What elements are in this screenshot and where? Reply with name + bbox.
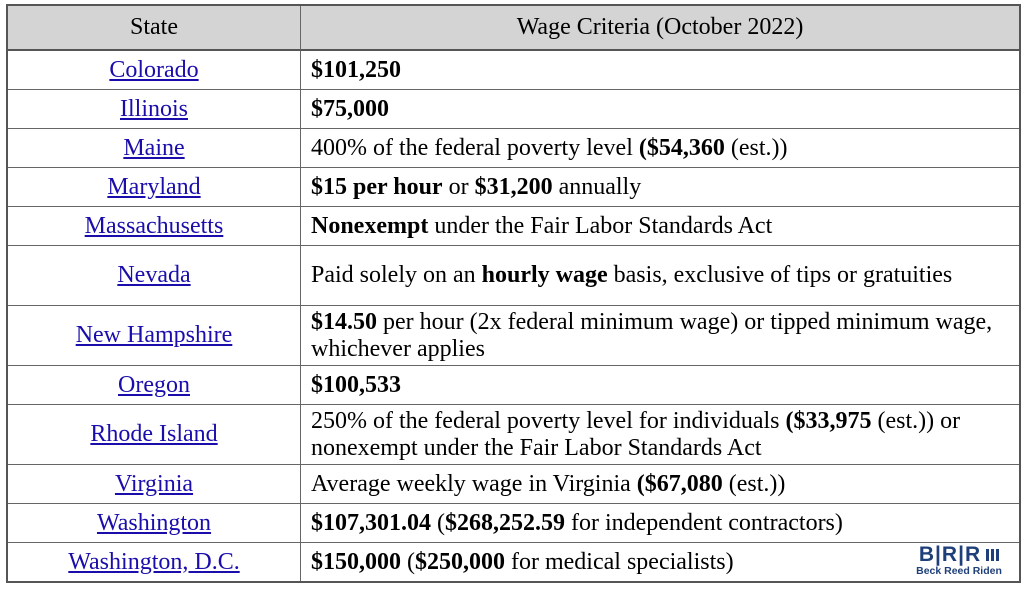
wage-criteria-cell [301, 51, 1019, 90]
criteria-text-bold: ($67,080 [636, 470, 723, 497]
criteria-text: under the Fair Labor Standards Act [428, 212, 773, 239]
state-link[interactable]: Illinois [119, 95, 188, 122]
table-row [8, 90, 1019, 129]
criteria-text-bold: ($54,360 [638, 134, 725, 161]
criteria-text-bold: Nonexempt [311, 212, 429, 239]
state-link[interactable]: Rhode Island [90, 421, 218, 447]
wage-criteria-cell [301, 90, 1019, 129]
criteria-text: (est.)) or nonexempt under the Fair Labor Standards Act [311, 407, 961, 461]
wage-criteria-cell [301, 246, 1019, 306]
state-cell [8, 543, 301, 581]
criteria-text: Average weekly wage in Virginia [311, 470, 637, 497]
table-row [8, 504, 1019, 543]
table-row [8, 129, 1019, 168]
criteria-text-bold: hourly wage [481, 262, 608, 288]
state-cell [8, 405, 301, 465]
state-link[interactable]: Maine [123, 134, 185, 161]
table-row [8, 306, 1019, 366]
state-cell [8, 51, 301, 90]
table-row [8, 543, 1019, 581]
state-cell [8, 129, 301, 168]
criteria-text-bold: $75,000 [311, 95, 389, 122]
logo-bars-icon [986, 549, 999, 561]
wage-criteria-cell [301, 168, 1019, 207]
state-cell [8, 168, 301, 207]
criteria-text-bold: $250,000 [415, 548, 505, 575]
wage-criteria-cell [301, 504, 1019, 543]
criteria-text-bold: $14.50 [311, 308, 377, 335]
criteria-text-bold: $107,301.04 [311, 509, 431, 536]
criteria-text: 250% of the federal poverty level for individuals [311, 407, 786, 434]
state-link[interactable]: Maryland [107, 173, 201, 200]
wage-criteria-cell [301, 207, 1019, 246]
table-row [8, 168, 1019, 207]
state-cell [8, 504, 301, 543]
criteria-text: Paid solely on an [311, 262, 482, 288]
table-row [8, 465, 1019, 504]
wage-criteria-cell [301, 543, 1019, 581]
criteria-text: ( [431, 509, 445, 536]
criteria-text: for independent contractors) [565, 509, 843, 536]
table-row [8, 51, 1019, 90]
criteria-text: 400% of the federal poverty level [311, 134, 639, 161]
criteria-text-bold: $101,250 [311, 56, 401, 83]
state-cell [8, 90, 301, 129]
state-cell [8, 366, 301, 405]
table-row [8, 405, 1019, 465]
logo-mark [905, 545, 1013, 565]
state-link[interactable]: Virginia [114, 470, 194, 497]
state-cell [8, 207, 301, 246]
criteria-text: (est.)) [724, 134, 788, 161]
state-link[interactable]: Massachusetts [84, 212, 224, 239]
state-link[interactable]: Colorado [109, 56, 199, 83]
table-row [8, 246, 1019, 306]
logo-mark-text: B|R|R [918, 543, 982, 566]
state-cell [8, 246, 301, 306]
state-link[interactable]: New Hampshire [75, 322, 233, 348]
table-row [8, 366, 1019, 405]
criteria-text: ( [401, 548, 415, 575]
column-header-state: State [8, 6, 301, 51]
criteria-text-bold: $31,200 [474, 173, 553, 200]
column-header-wage-criteria: Wage Criteria (October 2022) [301, 6, 1019, 51]
wage-criteria-cell [301, 366, 1019, 405]
wage-criteria-cell [301, 465, 1019, 504]
wage-criteria-cell [301, 405, 1019, 465]
criteria-text: for medical specialists) [505, 548, 734, 575]
table-body [8, 51, 1019, 581]
state-cell [8, 306, 301, 366]
criteria-text: per hour (2x federal minimum wage) or tipped minimum wage, whichever applies [311, 308, 993, 362]
criteria-text: basis, exclusive of tips or gratuities [607, 262, 953, 288]
criteria-text-bold: ($33,975 [785, 407, 872, 434]
criteria-text: annually [552, 173, 642, 200]
table-row [8, 207, 1019, 246]
state-link[interactable]: Oregon [118, 371, 190, 398]
criteria-text-bold: $100,533 [311, 371, 401, 398]
table-header-row [8, 6, 1019, 51]
state-cell [8, 465, 301, 504]
beck-reed-riden-logo [905, 545, 1013, 579]
state-link[interactable]: Washington [96, 509, 212, 536]
criteria-text-bold: $15 per hour [311, 173, 443, 200]
criteria-text-bold: $268,252.59 [445, 509, 565, 536]
wage-criteria-document [6, 4, 1017, 583]
state-link[interactable]: Nevada [117, 262, 191, 288]
wage-criteria-table [6, 4, 1021, 583]
wage-criteria-cell [301, 129, 1019, 168]
criteria-text-bold: $150,000 [311, 548, 401, 575]
state-link[interactable]: Washington, D.C. [68, 548, 240, 575]
criteria-text: (est.)) [722, 470, 786, 497]
wage-criteria-cell [301, 306, 1019, 366]
logo-firm-name: Beck Reed Riden [916, 565, 1002, 577]
criteria-text: or [442, 173, 475, 200]
